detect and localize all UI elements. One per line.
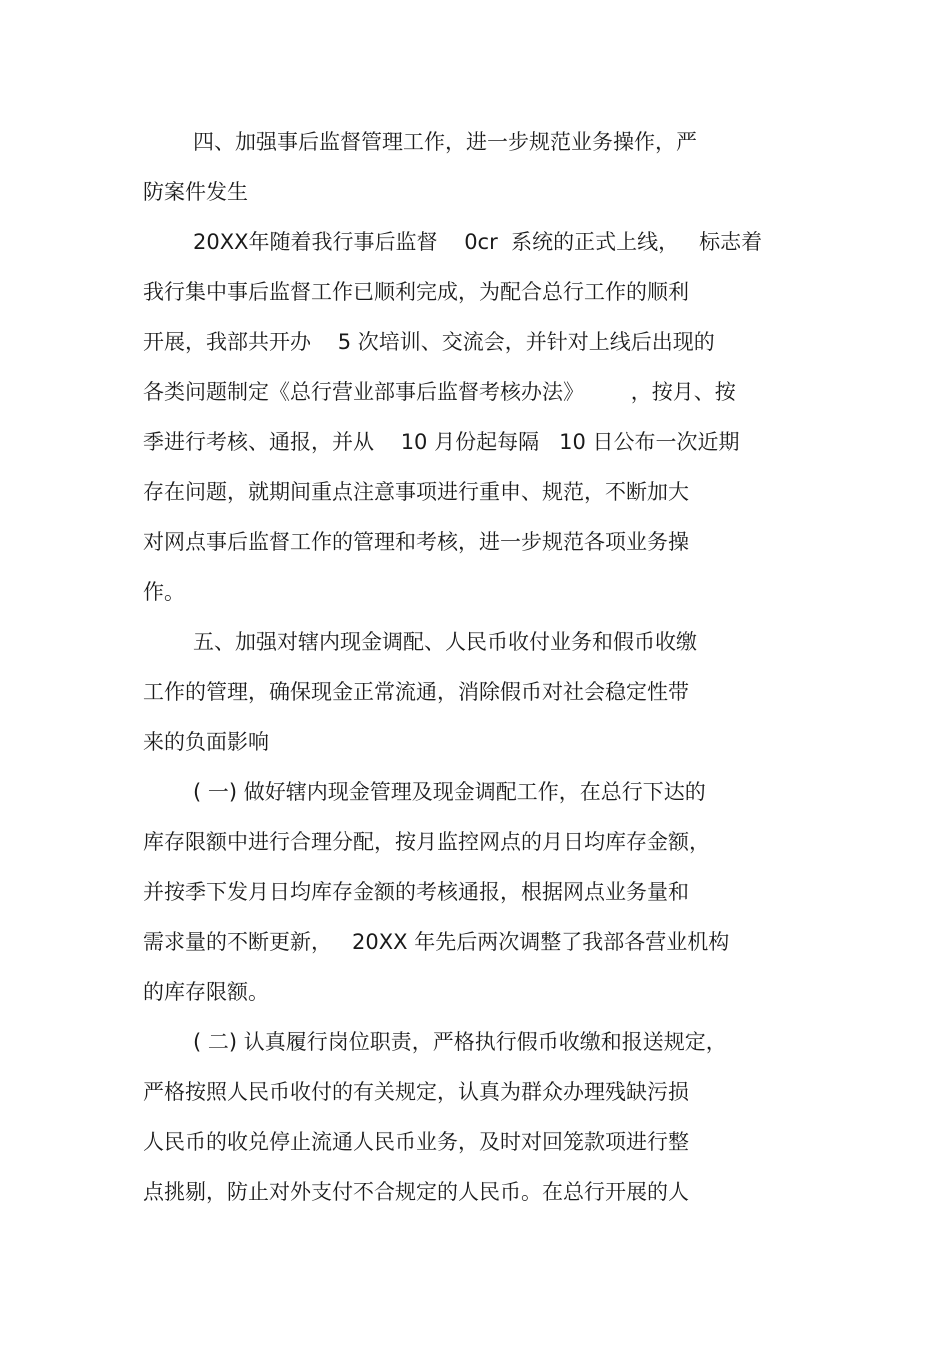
heading-section-5-line-2: 工作的管理，确保现金正常流通，消除假币对社会稳定性带 — [143, 680, 689, 704]
paragraph-line: 开展，我部共开办 5 次培训、交流会，并针对上线后出现的 — [143, 330, 715, 354]
paragraph-line: 严格按照人民币收付的有关规定，认真为群众办理残缺污损 — [143, 1080, 689, 1104]
paragraph-line: 库存限额中进行合理分配，按月监控网点的月日均库存金额， — [143, 830, 710, 854]
paragraph-line: 各类问题制定《总行营业部事后监督考核办法》 ，按月、按 — [143, 380, 736, 404]
paragraph-line: 季进行考核、通报，并从 10 月份起每隔 10 日公布一次近期 — [143, 430, 740, 454]
paragraph-line: 需求量的不断更新， 20XX 年先后两次调整了我部各营业机构 — [143, 930, 730, 954]
paragraph-line: 的库存限额。 — [143, 980, 269, 1004]
paragraph-line: ( 二) 认真履行岗位职责，严格执行假币收缴和报送规定， — [193, 1030, 727, 1054]
paragraph-line: 作。 — [143, 580, 185, 604]
paragraph-line: ( 一) 做好辖内现金管理及现金调配工作，在总行下达的 — [193, 780, 706, 804]
heading-section-5-line-1: 五、加强对辖内现金调配、人民币收付业务和假币收缴 — [193, 630, 697, 654]
paragraph-line: 存在问题，就期间重点注意事项进行重申、规范，不断加大 — [143, 480, 689, 504]
heading-section-4-line-2: 防案件发生 — [143, 180, 248, 204]
paragraph-line: 对网点事后监督工作的管理和考核，进一步规范各项业务操 — [143, 530, 689, 554]
paragraph-line: 20XX年随着我行事后监督 0cr 系统的正式上线， 标志着 — [193, 230, 763, 254]
heading-section-5-line-3: 来的负面影响 — [143, 730, 269, 754]
paragraph-line: 人民币的收兑停止流通人民币业务，及时对回笼款项进行整 — [143, 1130, 689, 1154]
heading-section-4-line-1: 四、加强事后监督管理工作，进一步规范业务操作，严 — [193, 130, 697, 154]
paragraph-line: 点挑剔，防止对外支付不合规定的人民币。在总行开展的人 — [143, 1180, 689, 1204]
paragraph-line: 并按季下发月日均库存金额的考核通报，根据网点业务量和 — [143, 880, 689, 904]
paragraph-line: 我行集中事后监督工作已顺利完成，为配合总行工作的顺利 — [143, 280, 689, 304]
